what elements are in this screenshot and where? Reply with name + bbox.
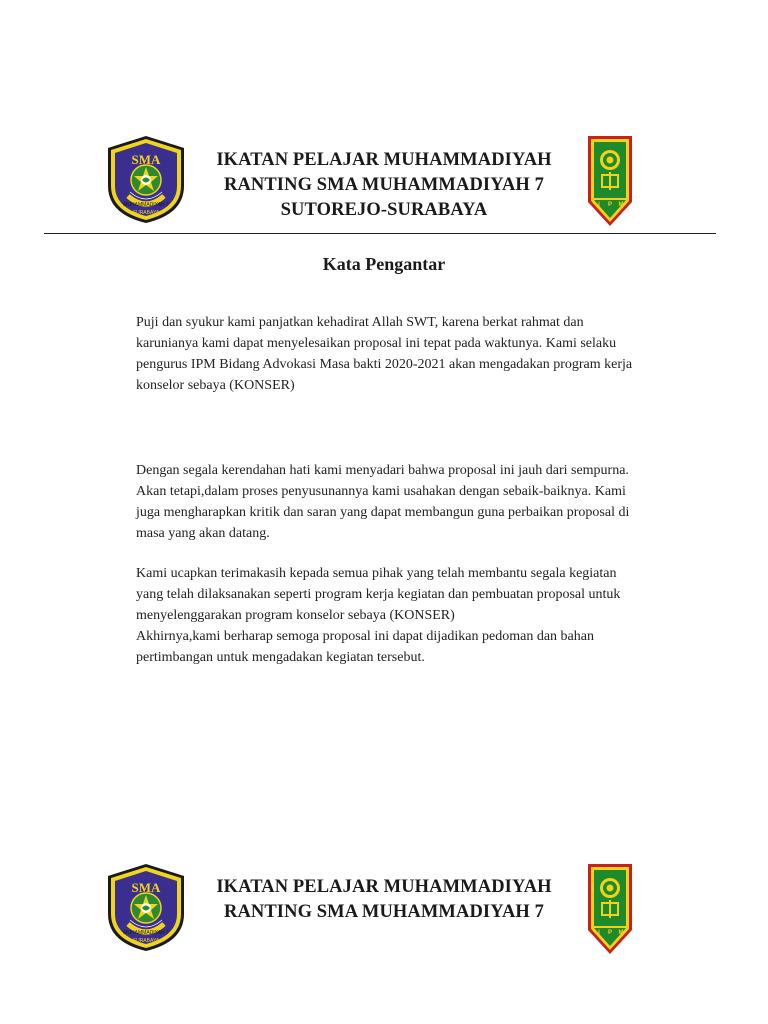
ipm-letter-i: I xyxy=(598,930,600,936)
org-name-line-2: RANTING SMA MUHAMMADIYAH 7 xyxy=(223,902,544,922)
paragraph-line: menyelenggarakan program konselor sebaya (KONSER) xyxy=(136,608,455,623)
logo-city-text: SURABAYA xyxy=(132,938,160,944)
paragraph-line: Akan tetapi,dalam proses penyusunannya kami usahakan dengan sebaik-baiknya. Kami xyxy=(136,484,626,499)
org-name-line-2: RANTING SMA MUHAMMADIYAH 7 xyxy=(223,175,544,195)
org-name-line-1: IKATAN PELAJAR MUHAMMADIYAH xyxy=(216,877,552,897)
logo-ring-text: MUHAMMADIYAH 7 xyxy=(123,930,169,936)
logo-sma-text: SMA xyxy=(131,152,161,167)
paragraph-line: juga mengharapkan kritik dan saran yang dapat membangun guna perbaikan proposal di xyxy=(136,505,630,520)
logo-sma-text: SMA xyxy=(131,880,161,895)
document-title: Kata Pengantar xyxy=(322,254,446,274)
org-heading xyxy=(190,875,578,925)
ipm-letter-p: P xyxy=(607,202,613,208)
sma-muhammadiyah-logo xyxy=(106,134,186,224)
paragraph-line: karunianya kami dapat menyelesaikan proposal ini tepat pada waktunya. Kami selaku xyxy=(136,336,617,351)
org-name-line-1: IKATAN PELAJAR MUHAMMADIYAH xyxy=(216,150,552,170)
paragraph-2 xyxy=(136,460,682,544)
paragraph-1 xyxy=(136,312,682,396)
ipm-letter-m: M xyxy=(618,202,624,208)
ipm-letter-m: M xyxy=(618,930,624,936)
logo-ring-text: MUHAMMADIYAH 7 xyxy=(123,202,169,208)
paragraph-line: Dengan segala kerendahan hati kami menyadari bahwa proposal ini jauh dari sempurna. xyxy=(136,463,629,478)
org-address-line: SUTOREJO-SURABAYA xyxy=(280,200,488,220)
org-heading xyxy=(190,148,578,223)
paragraph-line: konselor sebaya (KONSER) xyxy=(136,378,295,393)
header-divider xyxy=(44,233,716,234)
paragraph-line: yang telah dilaksanakan seperti program kerja kegiatan dan pembuatan proposal untuk xyxy=(136,587,621,602)
ipm-logo xyxy=(585,134,635,228)
paragraph-3 xyxy=(136,563,682,668)
ipm-letter-i: I xyxy=(598,202,600,208)
ipm-letter-p: P xyxy=(607,930,613,936)
paragraph-line: Akhirnya,kami berharap semoga proposal ini dapat dijadikan pedoman dan bahan xyxy=(136,629,594,644)
ipm-logo xyxy=(585,862,635,956)
sma-muhammadiyah-logo xyxy=(106,862,186,952)
paragraph-line: Kami ucapkan terimakasih kepada semua pihak yang telah membantu segala kegiatan xyxy=(136,566,617,581)
paragraph-line: masa yang akan datang. xyxy=(136,526,270,541)
paragraph-line: pertimbangan untuk mengadakan kegiatan tersebut. xyxy=(136,650,425,665)
logo-city-text: SURABAYA xyxy=(132,210,160,216)
paragraph-line: Puji dan syukur kami panjatkan kehadirat Allah SWT, karena berkat rahmat dan xyxy=(136,315,584,330)
paragraph-line: pengurus IPM Bidang Advokasi Masa bakti 2020-2021 akan mengadakan program kerja xyxy=(136,357,633,372)
